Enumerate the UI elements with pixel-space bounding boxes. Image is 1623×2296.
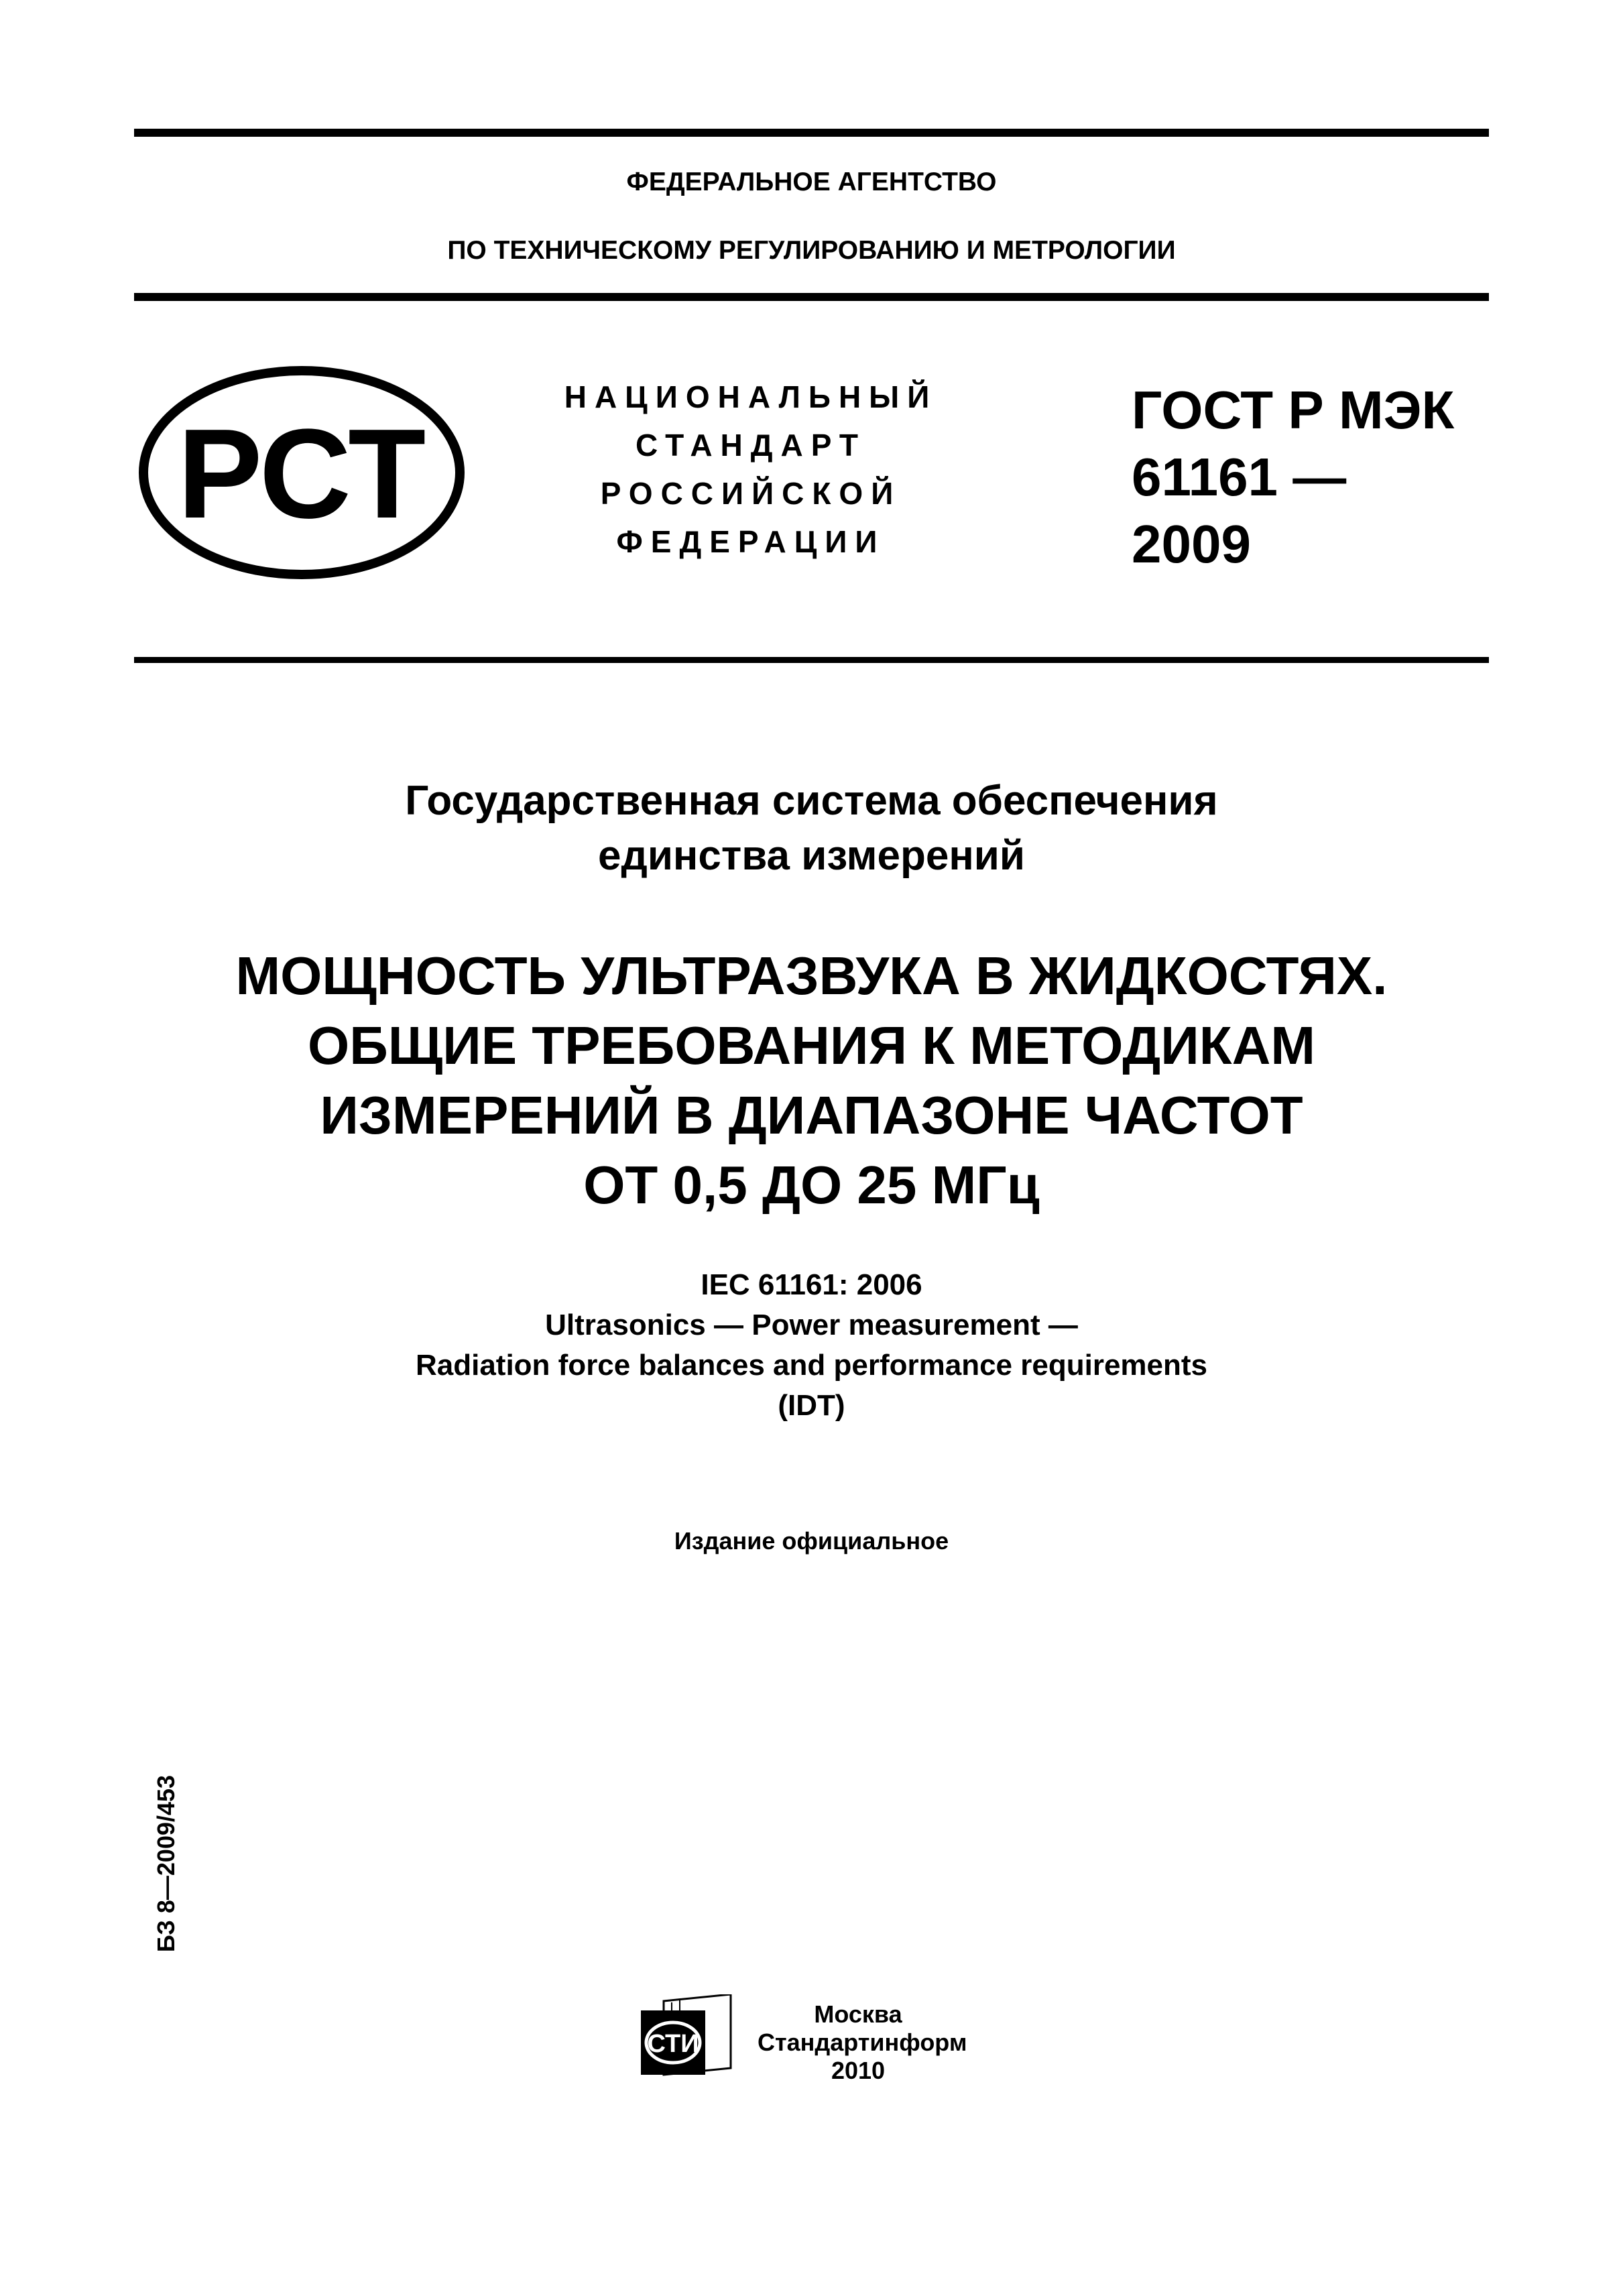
series-title-line-1: Государственная система обеспечения (405, 778, 1218, 824)
top-rule (134, 129, 1489, 137)
iec-line-1: IEC 61161: 2006 (701, 1268, 922, 1301)
main-title-line-1: МОЩНОСТЬ УЛЬТРАЗВУКА В ЖИДКОСТЯХ. (235, 946, 1388, 1006)
gost-number-line-3: 2009 (1132, 514, 1251, 574)
series-title-line-2: единства измерений (597, 833, 1025, 879)
publisher-name: Стандартинформ (758, 2029, 967, 2056)
logo-text: РСТ (177, 403, 426, 545)
main-title-line-4: ОТ 0,5 ДО 25 МГц (583, 1155, 1040, 1215)
header-divider (134, 293, 1489, 301)
logo-divider (134, 657, 1489, 663)
national-standard-line-1: НАЦИОНАЛЬНЫЙ (564, 379, 938, 414)
national-standard-line-3: РОССИЙСКОЙ (600, 476, 902, 511)
iec-line-4: (IDT) (778, 1389, 845, 1422)
edition-label: Издание официальное (674, 1527, 949, 1555)
main-title-line-3: ИЗМЕРЕНИЙ В ДИАПАЗОНЕ ЧАСТОТ (320, 1085, 1303, 1145)
standartinform-logo-icon (637, 1994, 737, 2078)
side-code: БЗ 8—2009/453 (152, 1774, 180, 1953)
rst-certification-mark-icon (134, 362, 469, 583)
iec-line-3: Radiation force balances and performance requirements (415, 1349, 1208, 1382)
main-title-line-2: ОБЩИЕ ТРЕБОВАНИЯ К МЕТОДИКАМ (307, 1016, 1316, 1075)
gost-number-line-2: 61161 — (1132, 447, 1347, 507)
national-standard-line-2: СТАНДАРТ (636, 428, 866, 463)
iec-line-2: Ultrasonics — Power measurement — (545, 1309, 1078, 1341)
publisher-logo-text: СТИ (647, 2030, 699, 2058)
publisher-year: 2010 (831, 2057, 886, 2084)
publisher-city: Москва (814, 2000, 902, 2028)
agency-line-1: ФЕДЕРАЛЬНОЕ АГЕНТСТВО (626, 168, 997, 196)
gost-number-line-1: ГОСТ Р МЭК (1132, 380, 1455, 440)
agency-line-2: ПО ТЕХНИЧЕСКОМУ РЕГУЛИРОВАНИЮ И МЕТРОЛОГИИ (447, 236, 1176, 265)
national-standard-line-4: ФЕДЕРАЦИИ (616, 524, 886, 559)
